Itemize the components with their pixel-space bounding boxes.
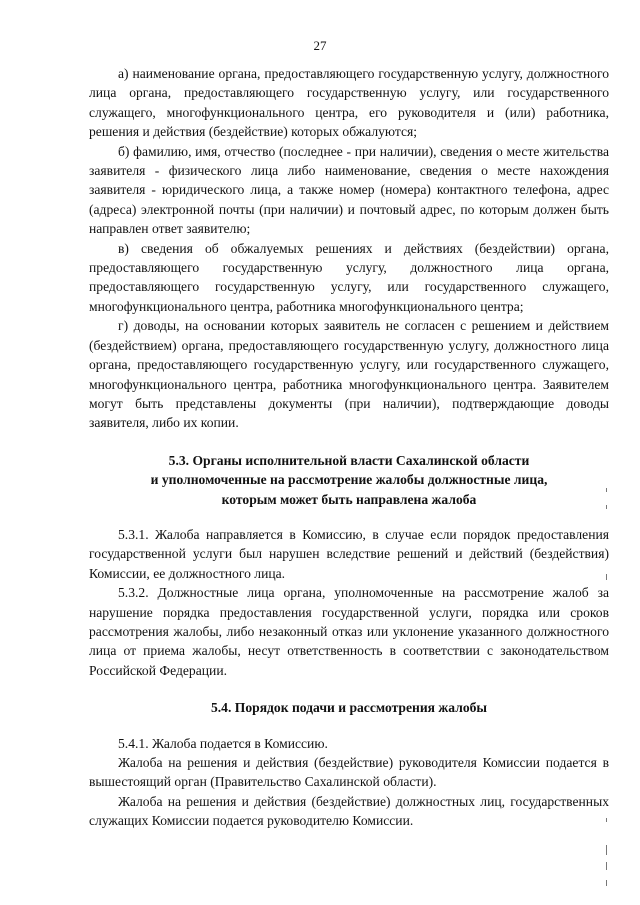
scan-mark — [606, 574, 607, 580]
scan-mark — [606, 505, 607, 509]
paragraph-5-3-2: 5.3.2. Должностные лица органа, уполномоченные на рассмотрение жалоб за нарушение порядка предоставления государственной услуги, порядка или сроков рассмотрения жалобы, либо незаконный отказ или уклонение указанного должностного лица от приема жалобы, несут ответственность в соответствии с законодательством Российской Федерации. — [89, 585, 609, 678]
paragraph-g: г) доводы, на основании которых заявитель не согласен с решением и действием (бездействием) органа, предоставляющего государственную услугу, должностного лица органа, предоставляющего государственную услугу, или государственного служащего, многофункционального центра, работника многофункционального центра. Заявителем могут быть представлены документы (при наличии), подтверждающие доводы заявителя, либо их копии. — [89, 318, 609, 431]
paragraph-v: в) сведения об обжалуемых решениях и действиях (бездействии) органа, предоставляющего государственную услугу, должностного лица органа, предоставляющего государственную услугу, или государственного служащего, многофункционального центра, работника многофункционального центра; — [89, 240, 609, 314]
paragraph-b: б) фамилию, имя, отчество (последнее - при наличии), сведения о месте жительства заявителя - физического лица либо наименование, сведения о месте нахождения заявителя - юридического лица, а также номер (номера) контактного телефона, адрес (адреса) электронной почты (при наличии) и почтовый адрес, по которым должен быть направлен ответ заявителю; — [89, 143, 609, 237]
scan-mark — [606, 862, 607, 870]
paragraph-a: а) наименование органа, предоставляющего государственную услугу, должностного лица органа, предоставляющего государственную услугу, или государственного служащего, многофункционального центра, его руководителя и (или) работника, решения и действия (бездействие) которых обжалуются; — [89, 66, 609, 140]
paragraph-5-3-1: 5.3.1. Жалоба направляется в Комиссию, в случае если порядок предоставления государственной услуги был нарушен вследствие решений и действий (бездействия) Комиссии, ее должностного лица. — [89, 526, 609, 581]
document-body — [89, 64, 609, 831]
scan-mark — [606, 845, 607, 855]
section-heading-line: 5.3. Органы исполнительной власти Сахалинской области — [168, 452, 530, 468]
section-heading-5-3 — [89, 451, 609, 509]
scan-mark — [606, 488, 607, 492]
section-heading-5-4: 5.4. Порядок подачи и рассмотрения жалобы — [210, 700, 488, 716]
paragraph-5-4-1: 5.4.1. Жалоба подается в Комиссию. — [118, 735, 328, 751]
scan-mark — [606, 880, 607, 886]
paragraph-5-4-1-c: Жалоба на решения и действия (бездействие) должностных лиц, государственных служащих Комиссии подается руководителю Комиссии. — [89, 793, 609, 829]
section-heading-line: которым может быть направлена жалоба — [221, 491, 477, 507]
section-heading-line: и уполномоченные на рассмотрение жалобы должностные лица, — [150, 472, 548, 488]
paragraph-5-4-1-b: Жалоба на решения и действия (бездействие) руководителя Комиссии подается в вышестоящий орган (Правительство Сахалинской области). — [89, 755, 609, 790]
page-number: 27 — [313, 38, 327, 53]
scan-mark — [606, 818, 607, 822]
